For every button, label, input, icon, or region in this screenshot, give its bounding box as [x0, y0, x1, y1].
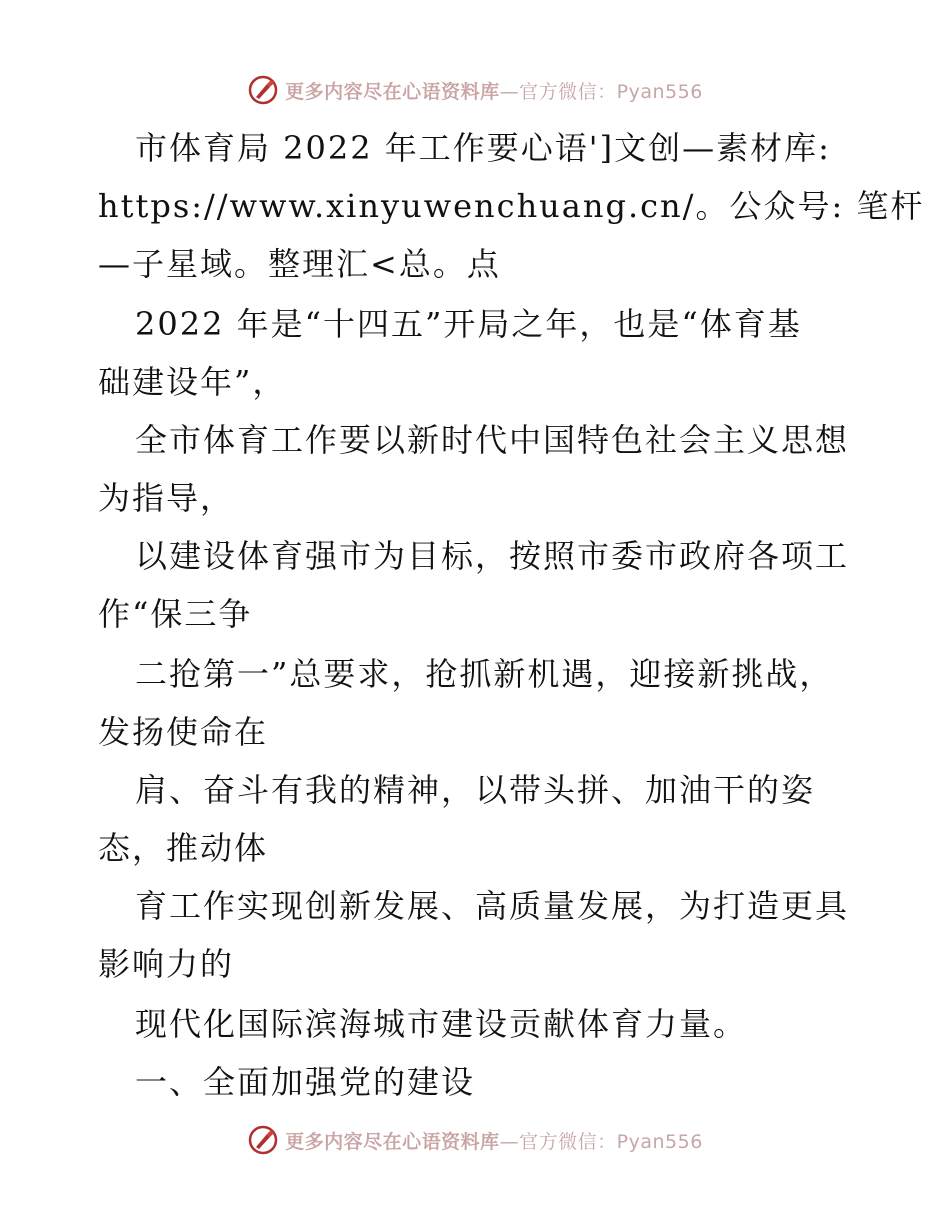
- watermark-wechat: —官方微信：Pyan556: [499, 1130, 703, 1153]
- body-line: 作“保三争: [98, 595, 253, 633]
- body-line: 育工作实现创新发展、高质量发展，为打造更具: [135, 887, 850, 925]
- watermark-title: 更多内容尽在心语资料库: [285, 1130, 500, 1153]
- watermark-wechat: —官方微信：Pyan556: [499, 80, 703, 103]
- body-line: 为指导，: [98, 479, 235, 517]
- body-line: 础建设年”，: [98, 363, 287, 401]
- body-line: https://www.xinyuwenchuang.cn/。公众号: 笔杆: [98, 187, 925, 225]
- watermark-text: [285, 77, 703, 104]
- header-watermark-banner: [0, 70, 950, 110]
- footer-watermark-banner: [0, 1120, 950, 1160]
- body-line: 现代化国际滨海城市建设贡献体育力量。: [135, 1005, 748, 1043]
- body-line: 影响力的: [98, 945, 235, 983]
- pen-circle-logo-icon: [247, 74, 279, 106]
- body-line: 肩、奋斗有我的精神，以带头拼、加油干的姿: [135, 771, 816, 809]
- body-line: 以建设体育强市为目标，按照市委市政府各项工: [135, 537, 850, 575]
- body-line: 全市体育工作要以新时代中国特色社会主义思想: [135, 421, 850, 459]
- pen-circle-logo-icon: [247, 1124, 279, 1156]
- body-line: —子星域。整理汇<总。点: [98, 245, 501, 283]
- body-line: 态，推动体: [98, 829, 269, 867]
- body-line: 市体育局 2022 年工作要心语']文创—素材库:: [135, 129, 831, 167]
- watermark-text: [285, 1127, 703, 1154]
- watermark-title: 更多内容尽在心语资料库: [285, 80, 500, 103]
- body-line: 发扬使命在: [98, 713, 269, 751]
- body-line: 2022 年是“十四五”开局之年，也是“体育基: [135, 305, 802, 343]
- body-line: 二抢第一”总要求，抢抓新机遇，迎接新挑战，: [135, 655, 834, 693]
- section-heading: 一、全面加强党的建设: [135, 1063, 476, 1101]
